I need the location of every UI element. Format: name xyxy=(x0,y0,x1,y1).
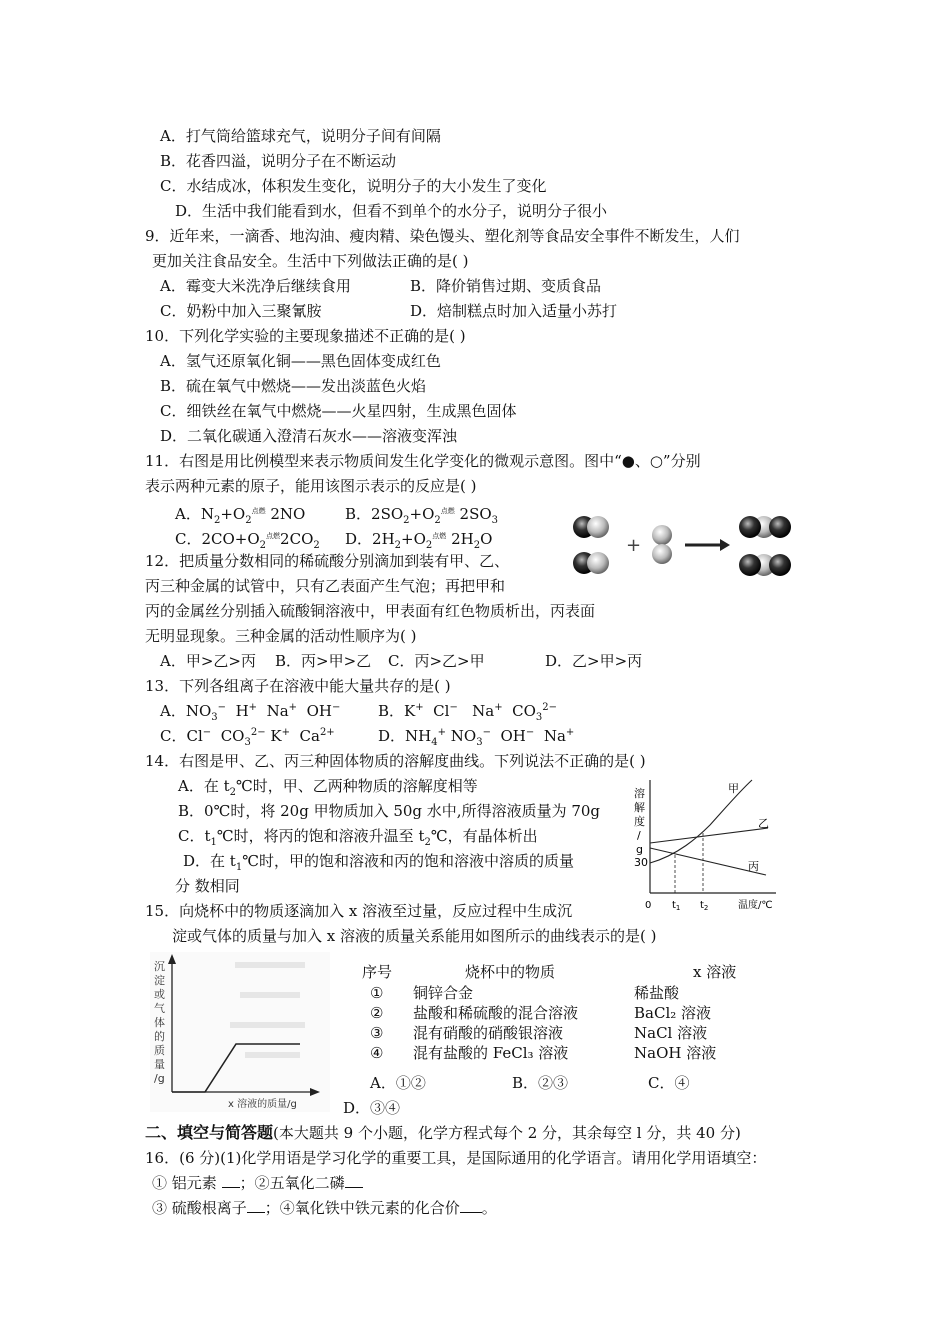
y-axis-label-4: / xyxy=(637,829,641,842)
q12-option-a: A．甲>乙>丙 xyxy=(160,652,256,670)
x-tick-t2: $t_2$ xyxy=(700,900,709,912)
q9-stem-line1: 9．近年来，一滴香、地沟油、瘦肉精、染色馒头、塑化剂等食品安全事件不断发生，人们 xyxy=(145,227,740,245)
q14-option-d-cont: 分 数相同 xyxy=(175,877,240,895)
q13-stem: 13．下列各组离子在溶液中能大量共存的是( ) xyxy=(145,677,451,695)
precipitate-mass-graph xyxy=(150,952,330,1112)
reactant-molecule-3 xyxy=(652,525,672,564)
q14-option-b: B．0℃时，将 20g 甲物质加入 50g 水中,所得溶液质量为 70g xyxy=(178,802,601,820)
q8-option-a: A．打气筒给篮球充气，说明分子间有间隔 xyxy=(160,127,441,145)
table-row-2-x: BaCl₂ 溶液 xyxy=(634,1004,712,1022)
q8-option-d: D．生活中我们能看到水，但看不到单个的水分子，说明分子很小 xyxy=(175,202,608,220)
product-molecule-1 xyxy=(739,516,791,538)
q9-stem-line2: 更加关注食品安全。生活中下列做法正确的是( ) xyxy=(152,252,469,270)
solubility-curve-graph xyxy=(628,775,788,915)
y-label-c6: 的 xyxy=(154,1030,165,1043)
table-row-4-no: ④ xyxy=(370,1044,384,1062)
table-row-3-beaker: 混有硝酸的硝酸银溶液 xyxy=(413,1024,564,1042)
q11-option-a: A．$N_2+O_2^{点燃}$ 2NO xyxy=(175,505,306,526)
q9-option-c: C．奶粉中加入三聚氰胺 xyxy=(160,302,322,320)
table-row-1-beaker: 铜锌合金 xyxy=(413,984,474,1002)
q12-option-b: B．丙>甲>乙 xyxy=(275,652,372,670)
q12-option-c: C．丙>乙>甲 xyxy=(388,652,485,670)
table-row-2-beaker: 盐酸和稀硫酸的混合溶液 xyxy=(413,1004,579,1022)
table-row-4-x: NaOH 溶液 xyxy=(634,1044,717,1062)
q9-option-a: A．霉变大米洗净后继续食用 xyxy=(160,277,351,295)
y-label-c5: 体 xyxy=(154,1016,165,1029)
q12-stem-line3: 丙的金属丝分别插入硫酸铜溶液中，甲表面有红色物质析出，丙表面 xyxy=(145,602,596,620)
curve-yi xyxy=(650,828,768,843)
reactant-molecule-1 xyxy=(573,516,609,538)
q10-option-d: D．二氧化碳通入澄清石灰水——溶液变浑浊 xyxy=(160,427,458,445)
q14-option-a: A．在 $t_2℃$时，甲、乙两种物质的溶解度相等 xyxy=(178,777,478,798)
q11-condition: 点燃 xyxy=(251,507,266,515)
blank-3 xyxy=(247,1198,265,1213)
x-axis-label: x 溶液的质量/g xyxy=(228,1099,297,1110)
q11-option-c: C．$2CO+O_2^{点燃}2CO_2$ xyxy=(175,530,320,551)
q16-line2: ③ 硫酸根离子 ；④氧化铁中铁元素的化合价 。 xyxy=(152,1199,497,1217)
x-tick-t1: $t_1$ xyxy=(672,900,681,912)
q15-stem-line2: 淀或气体的质量与加入 x 溶液的质量关系能用如图所示的曲线表示的是( ) xyxy=(172,927,657,945)
table-header-no: 序号 xyxy=(362,963,393,981)
blank-2 xyxy=(345,1173,363,1188)
table-row-2-no: ② xyxy=(370,1004,384,1022)
blank-1 xyxy=(222,1173,240,1188)
q8-option-b: B．花香四溢，说明分子在不断运动 xyxy=(160,152,397,170)
q10-option-a: A．氢气还原氧化铜——黑色固体变成红色 xyxy=(160,352,441,370)
arrow-icon xyxy=(685,539,730,551)
q10-stem: 10．下列化学实验的主要现象描述不正确的是( ) xyxy=(145,327,466,345)
label-bing: 丙 xyxy=(748,860,759,873)
q12-stem-line4: 无明显现象。三种金属的活动性顺序为( ) xyxy=(145,627,417,645)
section-2-note: (本大题共 9 个小题，化学方程式每个 2 分，其余每空 l 分，共 40 分) xyxy=(273,1124,741,1142)
y-axis-label-2: 解 xyxy=(634,801,645,814)
product-molecule-2 xyxy=(739,554,791,576)
q15-option-d: D．③④ xyxy=(343,1099,401,1117)
table-row-1-x: 稀盐酸 xyxy=(634,984,680,1002)
section-2-title: 二、填空与简答题 xyxy=(145,1123,274,1142)
q11-option-d: D．$2H_2+O_2^{点燃}$ $2H_2O$ xyxy=(345,530,493,551)
q11-molecule-diagram xyxy=(570,505,810,585)
q11-stem-line1: 11．右图是用比例模型来表示物质间发生化学变化的微观示意图。图中“●、○”分别 xyxy=(145,452,701,470)
q13-option-d: D．$NH_4^+$ $NO_3^-$ OH− Na+ xyxy=(378,727,575,748)
reactant-molecule-2 xyxy=(573,552,609,574)
q13-option-c: C．Cl− $CO_3^{2-}$ K+ $Ca^{2+}$ xyxy=(160,727,335,748)
y-label-c7: 质 xyxy=(154,1044,165,1057)
q16-line1: ① 铝元素 ；②五氧化二磷 xyxy=(152,1173,363,1193)
label-yi: 乙 xyxy=(758,817,769,830)
x-tick-origin: 0 xyxy=(645,900,652,911)
y-axis-label-5: g xyxy=(636,843,643,856)
y-tick-30: 30 xyxy=(634,856,648,869)
q15-stem-line1: 15．向烧杯中的物质逐滴加入 x 溶液至过量，反应过程中生成沉 xyxy=(145,902,573,920)
table-row-3-x: NaCl 溶液 xyxy=(634,1024,708,1042)
q12-option-d: D．乙>甲>丙 xyxy=(545,652,643,670)
y-label-c1: 沉 xyxy=(154,960,165,973)
table-row-1-no: ① xyxy=(370,984,384,1002)
section-2-heading xyxy=(145,1123,741,1143)
q14-option-c: C．$t_1℃$时，将丙的饱和溶液升温至 $t_2℃$，有晶体析出 xyxy=(178,827,538,848)
q15-option-b: B．②③ xyxy=(512,1074,569,1092)
y-label-c4: 气 xyxy=(154,1002,165,1015)
y-axis-label-1: 溶 xyxy=(634,787,645,800)
table-header-beaker: 烧杯中的物质 xyxy=(465,963,556,981)
q12-stem-line2: 丙三种金属的试管中，只有乙表面产生气泡；再把甲和 xyxy=(145,577,506,595)
q14-option-d: D．在 $t_1℃$时，甲的饱和溶液和丙的饱和溶液中溶质的质量 xyxy=(183,852,574,873)
table-row-3-no: ③ xyxy=(370,1024,384,1042)
y-label-c3: 或 xyxy=(154,988,165,1001)
blank-4 xyxy=(460,1198,482,1213)
q12-stem-line1: 12．把质量分数相同的稀硫酸分别滴加到装有甲、乙、 xyxy=(145,552,510,570)
q13-option-b: B．K+ Cl− Na+ $CO_3^{2-}$ xyxy=(378,702,558,723)
y-label-c9: /g xyxy=(154,1072,165,1085)
q8-option-c: C．水结成冰，体积发生变化，说明分子的大小发生了变化 xyxy=(160,177,547,195)
q11-option-b: B．$2SO_2+O_2^{点燃}$ $2SO_3$ xyxy=(345,505,499,526)
q9-option-b: B．降价销售过期、变质食品 xyxy=(410,277,602,295)
q10-option-c: C．细铁丝在氧气中燃烧——火星四射，生成黑色固体 xyxy=(160,402,517,420)
q10-option-b: B．硫在氧气中燃烧——发出淡蓝色火焰 xyxy=(160,377,427,395)
table-row-4-beaker: 混有盐酸的 FeCl₃ 溶液 xyxy=(413,1044,569,1062)
label-jia: 甲 xyxy=(728,782,739,795)
y-axis-label-3: 度 xyxy=(634,815,645,828)
table-header-x: x 溶液 xyxy=(693,963,737,981)
q15-option-a: A．①② xyxy=(370,1074,426,1092)
q15-option-c: C．④ xyxy=(648,1074,690,1092)
plus-sign: + xyxy=(626,535,642,556)
y-label-c2: 淀 xyxy=(154,974,165,987)
q13-option-a: A．$NO_3^-$ H+ Na+ OH− xyxy=(160,702,341,723)
q9-option-d: D．焙制糕点时加入适量小苏打 xyxy=(410,302,618,320)
x-axis-label: 温度/℃ xyxy=(738,900,773,911)
q14-stem: 14．右图是甲、乙、丙三种固体物质的溶解度曲线。下列说法不正确的是( ) xyxy=(145,752,646,770)
y-label-c8: 量 xyxy=(154,1058,165,1071)
q16-stem: 16．(6 分)(1)化学用语是学习化学的重要工具，是国际通用的化学语言。请用化学用语填空： xyxy=(145,1149,767,1167)
q11-stem-line2: 表示两种元素的原子，能用该图示表示的反应是( ) xyxy=(145,477,477,495)
